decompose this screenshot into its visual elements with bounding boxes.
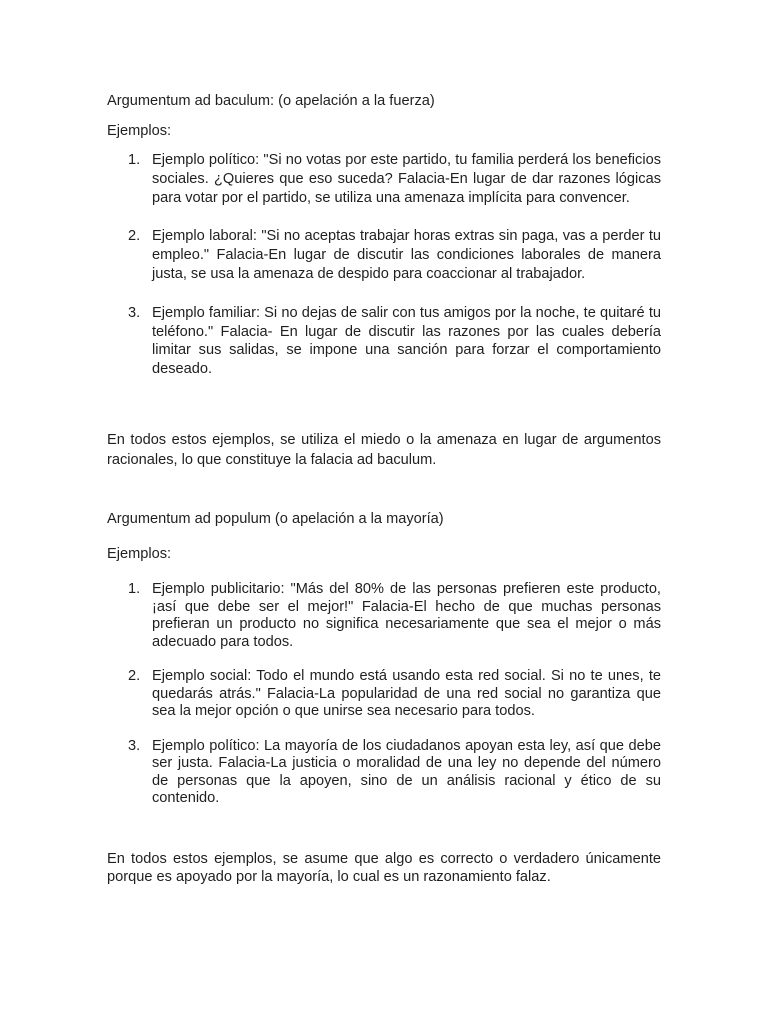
section-heading-ad-baculum: Argumentum ad baculum: (o apelación a la fuerza) xyxy=(107,93,435,109)
list-item-number: 1. xyxy=(128,581,141,597)
list-item xyxy=(107,738,661,808)
examples-label: Ejemplos: xyxy=(107,123,172,139)
list-item xyxy=(107,668,661,721)
list-item-text: Ejemplo social: Todo el mundo está usando esta red social. Si no te unes, te quedarás atrás." Falacia-La popularidad de una red social no garantiza que sea la mejor opción o que unirse sea necesario para todos. xyxy=(152,668,661,719)
list-item-number: 3. xyxy=(128,737,141,754)
list-item-text: Ejemplo publicitario: "Más del 80% de las personas prefieren este producto, ¡así que debe ser el mejor!" Falacia-El hecho de que muchas personas prefieran un producto no significa necesariamente que sea el mejor o más adecuado para todos. xyxy=(152,581,661,650)
list-item xyxy=(107,151,661,207)
list-item xyxy=(107,227,661,283)
list-item-number: 2. xyxy=(128,228,141,245)
conclusion-ad-populum: En todos estos ejemplos, se asume que algo es correcto o verdadero únicamente porque es apoyado por la mayoría, lo cual es un razonamiento falaz. xyxy=(107,851,661,885)
examples-list-ad-baculum xyxy=(107,151,661,379)
examples-label: Ejemplos: xyxy=(107,546,172,562)
section-heading-ad-populum: Argumentum ad populum (o apelación a la mayoría) xyxy=(107,511,444,527)
list-item-text: Ejemplo familiar: Si no dejas de salir con tus amigos por la noche, te quitaré tu teléfono." Falacia- En lugar de discutir las razones por las cuales debería limitar sus salidas, se impone una sanción para forzar el comportamiento deseado. xyxy=(152,304,661,378)
list-item xyxy=(107,304,661,379)
list-item-text: Ejemplo político: "Si no votas por este partido, tu familia perderá los beneficios sociales. ¿Quieres que eso suceda? Falacia-En lugar de dar razones lógicas para votar por el partido, se utiliza una amenaza implícita para convencer. xyxy=(152,152,661,206)
list-item-number: 2. xyxy=(128,668,141,684)
conclusion-ad-baculum: En todos estos ejemplos, se utiliza el miedo o la amenaza en lugar de argumentos racionales, lo que constituye la falacia ad baculum. xyxy=(107,432,661,468)
examples-list-ad-populum xyxy=(107,581,661,808)
list-item xyxy=(107,581,661,651)
list-item-text: Ejemplo laboral: "Si no aceptas trabajar horas extras sin paga, vas a perder tu empleo." Falacia-En lugar de discutir las condiciones laborales de manera justa, se usa la amenaza de despido para coaccionar al trabajador. xyxy=(152,228,661,282)
list-item-number: 1. xyxy=(128,152,141,168)
list-item-text: Ejemplo político: La mayoría de los ciudadanos apoyan esta ley, así que debe ser justa. Falacia-La justicia o moralidad de una ley no depende del número de personas que la apoyen, sino de un análisis racional y ético de su contenido. xyxy=(152,737,661,806)
list-item-number: 3. xyxy=(128,304,141,321)
